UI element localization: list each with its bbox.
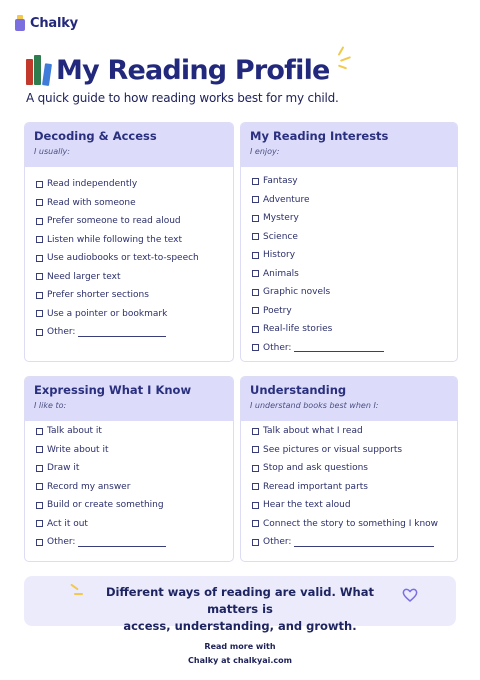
checklist-item[interactable] xyxy=(36,441,223,460)
checklist-item[interactable] xyxy=(36,305,223,324)
checklist-item-label: Graphic novels xyxy=(263,287,331,298)
checklist xyxy=(241,421,457,552)
checkbox-icon[interactable] xyxy=(252,326,259,333)
checkbox-icon[interactable] xyxy=(36,292,43,299)
checklist-item-label: Connect the story to something I know xyxy=(263,518,439,529)
checkbox-icon[interactable] xyxy=(252,520,259,527)
checklist-item-label: Real-life stories xyxy=(263,324,333,335)
checklist-item-label: Adventure xyxy=(263,194,310,205)
card-intro: I usually: xyxy=(34,147,70,156)
checklist-item[interactable] xyxy=(252,515,447,534)
checklist-item-other[interactable] xyxy=(252,339,447,358)
other-label: Other: xyxy=(47,537,76,548)
other-write-in-field[interactable] xyxy=(78,328,166,337)
checklist-item-label: Talk about it xyxy=(47,426,102,437)
checkbox-icon[interactable] xyxy=(252,289,259,296)
checklist-item[interactable] xyxy=(36,212,223,231)
other-write-in-field[interactable] xyxy=(294,538,434,547)
checklist-item-label: Talk about what I read xyxy=(263,426,363,437)
checklist-item[interactable] xyxy=(36,268,223,287)
card-title: My Reading Interests xyxy=(250,129,389,143)
other-write-in-field[interactable] xyxy=(294,343,384,352)
card-header xyxy=(241,377,457,421)
card-expressing-what-i-know xyxy=(24,376,234,562)
checkbox-icon[interactable] xyxy=(36,428,43,435)
checklist-item[interactable] xyxy=(36,515,223,534)
page-title: My Reading Profile xyxy=(56,54,330,86)
checklist-item-label: Use a pointer or bookmark xyxy=(47,308,168,319)
checklist-item-label: Write about it xyxy=(47,444,109,455)
checklist-item[interactable] xyxy=(36,459,223,478)
sparkle-icon xyxy=(332,44,352,78)
checkbox-icon[interactable] xyxy=(36,329,43,336)
checkbox-icon[interactable] xyxy=(36,465,43,472)
checklist-item[interactable] xyxy=(252,209,447,228)
footer-link[interactable]: Chalky at chalkyai.com xyxy=(188,656,292,665)
checkbox-icon[interactable] xyxy=(252,502,259,509)
checklist-item[interactable] xyxy=(252,302,447,321)
checklist-item-label: Listen while following the text xyxy=(47,234,183,245)
checklist-item[interactable] xyxy=(252,246,447,265)
checklist-item-label: Mystery xyxy=(263,213,299,224)
checklist-item[interactable] xyxy=(36,249,223,268)
checklist-item[interactable] xyxy=(36,231,223,250)
other-label: Other: xyxy=(263,537,292,548)
checklist-item-label: Science xyxy=(263,231,298,242)
checklist-item[interactable] xyxy=(252,496,447,515)
checklist-item[interactable] xyxy=(252,422,447,441)
checkbox-icon[interactable] xyxy=(36,446,43,453)
checkbox-icon[interactable] xyxy=(252,178,259,185)
card-header xyxy=(25,377,233,421)
checkbox-icon[interactable] xyxy=(252,252,259,259)
checklist xyxy=(25,421,233,552)
checklist-item-label: Use audiobooks or text-to-speech xyxy=(47,253,199,264)
checklist xyxy=(241,167,457,357)
checklist-item[interactable] xyxy=(252,191,447,210)
card-title: Understanding xyxy=(250,383,347,397)
heart-icon xyxy=(401,586,419,604)
checkbox-icon[interactable] xyxy=(36,181,43,188)
page-subtitle: A quick guide to how reading works best for my child. xyxy=(26,91,339,105)
checklist-item-label: Record my answer xyxy=(47,481,131,492)
banner-line-1: Different ways of reading are valid. What matters is xyxy=(106,585,374,616)
checkbox-icon[interactable] xyxy=(252,233,259,240)
checkbox-icon[interactable] xyxy=(36,502,43,509)
checklist-item-other[interactable] xyxy=(252,533,447,552)
checklist-item-label: Prefer shorter sections xyxy=(47,290,149,301)
checkbox-icon[interactable] xyxy=(252,539,259,546)
checkbox-icon[interactable] xyxy=(36,483,43,490)
checkbox-icon[interactable] xyxy=(252,446,259,453)
card-title: Decoding & Access xyxy=(34,129,157,143)
checklist-item-label: Prefer someone to read aloud xyxy=(47,216,181,227)
other-write-in-field[interactable] xyxy=(78,538,166,547)
checklist-item-other[interactable] xyxy=(36,533,223,552)
banner-message xyxy=(84,584,396,635)
checkbox-icon[interactable] xyxy=(36,539,43,546)
checklist-item-label: Draw it xyxy=(47,463,80,474)
checkbox-icon[interactable] xyxy=(252,428,259,435)
checkbox-icon[interactable] xyxy=(36,520,43,527)
brand-logo xyxy=(14,12,78,34)
checklist-item[interactable] xyxy=(252,459,447,478)
checklist-item-label: See pictures or visual supports xyxy=(263,444,403,455)
checkbox-icon[interactable] xyxy=(252,344,259,351)
checklist-item-label: Act it out xyxy=(47,518,88,529)
checklist-item-label: Reread important parts xyxy=(263,481,368,492)
checkbox-icon[interactable] xyxy=(252,196,259,203)
checklist-item-label: Hear the text aloud xyxy=(263,500,351,511)
card-understanding xyxy=(240,376,458,562)
checklist xyxy=(25,167,233,342)
checklist-item[interactable] xyxy=(36,194,223,213)
chalky-mascot-icon xyxy=(14,15,26,31)
message-banner xyxy=(24,576,456,633)
card-intro: I understand books best when I: xyxy=(250,401,379,410)
checkbox-icon[interactable] xyxy=(36,310,43,317)
checklist-item-label: Poetry xyxy=(263,305,292,316)
checklist-item[interactable] xyxy=(36,175,223,194)
checklist-item-label: Build or create something xyxy=(47,500,164,511)
checklist-item[interactable] xyxy=(252,228,447,247)
checklist-item[interactable] xyxy=(252,441,447,460)
checklist-item[interactable] xyxy=(252,478,447,497)
books-icon xyxy=(26,55,50,85)
checklist-item-label: Stop and ask questions xyxy=(263,463,368,474)
checklist-item-label: Animals xyxy=(263,268,299,279)
footer-read-more: Read more with xyxy=(204,642,276,651)
other-label: Other: xyxy=(47,327,76,338)
checkbox-icon[interactable] xyxy=(36,218,43,225)
card-header xyxy=(241,123,457,167)
checklist-item[interactable] xyxy=(36,478,223,497)
banner-line-2: access, understanding, and growth. xyxy=(123,619,357,633)
checklist-item-label: Need larger text xyxy=(47,271,121,282)
checkbox-icon[interactable] xyxy=(252,465,259,472)
checkbox-icon[interactable] xyxy=(36,199,43,206)
checklist-item-label: History xyxy=(263,250,296,261)
checklist-item[interactable] xyxy=(252,172,447,191)
checklist-item[interactable] xyxy=(36,422,223,441)
checkbox-icon[interactable] xyxy=(36,273,43,280)
page-header xyxy=(26,52,330,88)
checklist-item[interactable] xyxy=(252,283,447,302)
other-label: Other: xyxy=(263,342,292,353)
brand-name: Chalky xyxy=(30,15,78,31)
checklist-item-label: Read with someone xyxy=(47,197,136,208)
checkbox-icon[interactable] xyxy=(252,270,259,277)
checkbox-icon[interactable] xyxy=(252,307,259,314)
checklist-item[interactable] xyxy=(36,496,223,515)
checkbox-icon[interactable] xyxy=(252,483,259,490)
checklist-item[interactable] xyxy=(252,265,447,284)
card-reading-interests xyxy=(240,122,458,362)
card-intro: I enjoy: xyxy=(250,147,280,156)
checklist-item-other[interactable] xyxy=(36,323,223,342)
checklist-item-label: Read independently xyxy=(47,179,138,190)
card-header xyxy=(25,123,233,167)
checkbox-icon[interactable] xyxy=(36,236,43,243)
card-title: Expressing What I Know xyxy=(34,383,192,397)
checkbox-icon[interactable] xyxy=(36,255,43,262)
checklist-item[interactable] xyxy=(36,286,223,305)
card-decoding-access xyxy=(24,122,234,362)
checklist-item-label: Fantasy xyxy=(263,176,298,187)
card-intro: I like to: xyxy=(34,401,67,410)
checkbox-icon[interactable] xyxy=(252,215,259,222)
checklist-item[interactable] xyxy=(252,320,447,339)
